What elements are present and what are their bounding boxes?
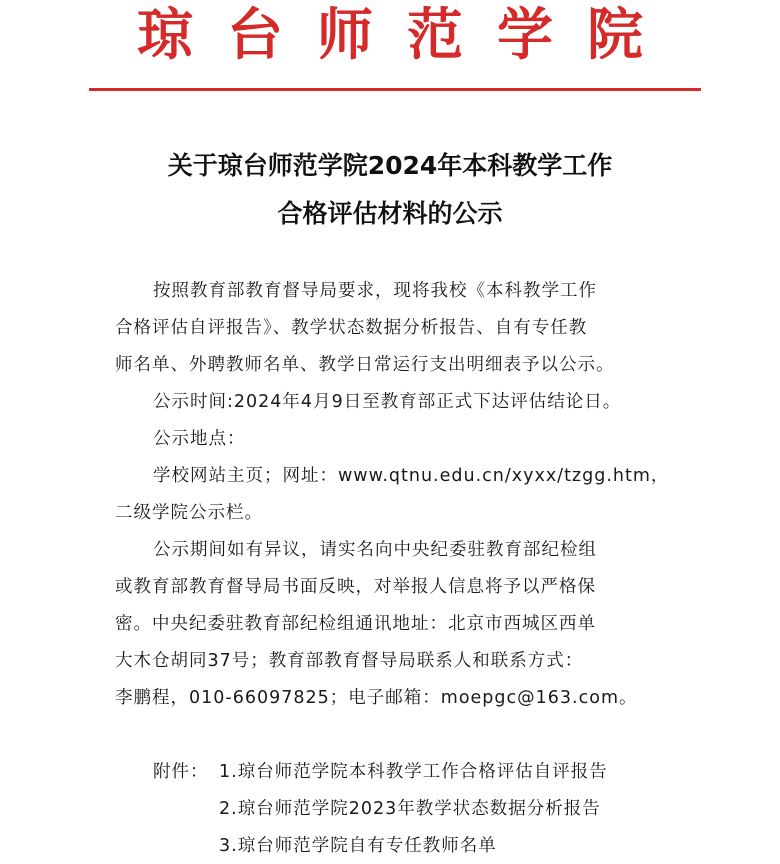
attachment-item-3: 3.琼台师范学院自有专任教师名单 — [219, 836, 497, 856]
attachment-item-2: 2.琼台师范学院2023年教学状态数据分析报告 — [219, 799, 601, 819]
paragraph-3-line-1: 公示期间如有异议，请实名向中央纪委驻教育部纪检组 — [153, 540, 597, 560]
paragraph-1-line-1: 按照教育部教育督导局要求，现将我校《本科教学工作 — [153, 281, 597, 301]
paragraph-3-line-2: 或教育部教育督导局书面反映，对举报人信息将予以严格保 — [115, 577, 596, 597]
document-title-line1: 关于琼台师范学院2024年本科教学工作 — [167, 151, 613, 180]
attachments-label: 附件： — [153, 762, 209, 782]
document-title-line2: 合格评估材料的公示 — [277, 199, 503, 228]
letterhead-title: 琼台师范学院 — [137, 2, 677, 68]
letterhead-rule — [89, 88, 701, 91]
notice-place-label: 公示地点： — [153, 429, 246, 449]
notice-place-line-1: 学校网站主页；网址：www.qtnu.edu.cn/xyxx/tzgg.htm， — [153, 466, 670, 486]
notice-place-line-2: 二级学院公示栏。 — [115, 503, 263, 523]
paragraph-1-line-2: 合格评估自评报告》、教学状态数据分析报告、自有专任教 — [115, 318, 588, 338]
paragraph-1-line-3: 师名单、外聘教师名单、教学日常运行支出明细表予以公示。 — [115, 355, 615, 375]
attachment-item-1: 1.琼台师范学院本科教学工作合格评估自评报告 — [219, 762, 608, 782]
paragraph-3-line-3: 密。中央纪委驻教育部纪检组通讯地址：北京市西城区西单 — [115, 614, 596, 634]
paragraph-3-line-4: 大木仓胡同37号；教育部教育督导局联系人和联系方式： — [115, 651, 584, 671]
paragraph-3-line-5: 李鹏程，010-66097825；电子邮箱：moepgc@163.com。 — [115, 688, 638, 708]
notice-time: 公示时间:2024年4月9日至教育部正式下达评估结论日。 — [153, 392, 622, 412]
